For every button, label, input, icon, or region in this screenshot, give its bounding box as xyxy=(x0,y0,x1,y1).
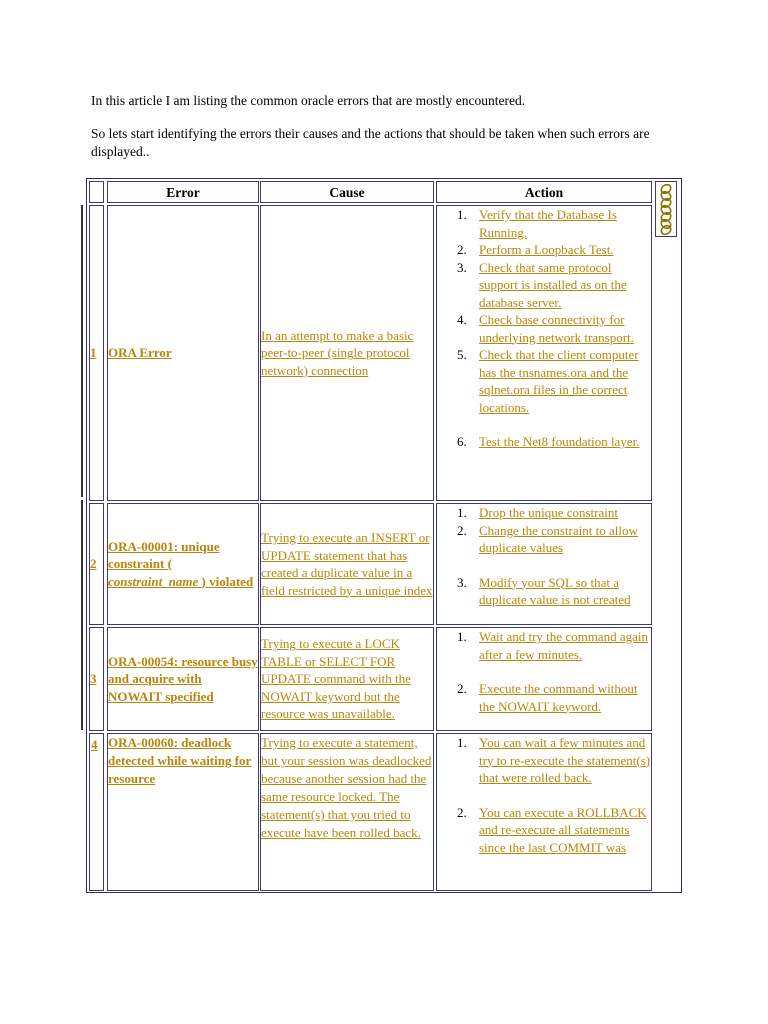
left-margin-bar xyxy=(81,205,83,497)
row-4-num-cell xyxy=(89,733,104,891)
header-action: Action xyxy=(436,181,652,203)
list-item: 2. Perform a Loopback Test. xyxy=(457,242,614,257)
list-item: 1. Verify that the Database Is Running. xyxy=(457,207,617,240)
list-item: 2. You can execute a ROLLBACK and re-execute all statements since the last COMMIT was xyxy=(457,804,647,855)
header-cause: Cause xyxy=(260,181,434,203)
list-item: 5. Check that the client computer has the tnsnames.ora and the sqlnet.ora files in the correct locations. xyxy=(457,347,639,415)
intro-line-1: In this article I am listing the common oracle errors that are mostly encountered. xyxy=(91,93,526,108)
row-4-action-cell xyxy=(436,733,652,891)
row-1-cause-link[interactable]: In an attempt to make a basic peer-to-peer (single protocol network) connection xyxy=(261,327,414,378)
row-1-error-link[interactable]: ORA Error xyxy=(108,345,172,361)
row-1-error-cell xyxy=(107,205,259,501)
action-link[interactable]: Change the constraint to allow duplicate values xyxy=(479,522,638,555)
right-column xyxy=(654,181,679,891)
row-1-cause-cell xyxy=(260,205,434,501)
row-3-action-list xyxy=(437,628,651,715)
row-3-cause-link[interactable]: Trying to execute a LOCK TABLE or SELECT FOR UPDATE command with the NOWAIT keyword but the resource was unavailable. xyxy=(261,636,411,722)
row-1-num-cell xyxy=(89,205,104,501)
row-2-num-cell xyxy=(89,503,104,625)
action-link[interactable]: Check that same protocol support is installed as on the database server. xyxy=(479,259,627,310)
row-4-num[interactable]: 4 xyxy=(91,737,98,752)
list-item: 4. Check base connectivity for underlying network transport. xyxy=(457,312,634,345)
action-link[interactable]: Check that the client computer has the tnsnames.ora and the sqlnet.ora files in the correct locations. xyxy=(479,347,639,415)
action-link[interactable]: Perform a Loopback Test. xyxy=(479,242,614,257)
chain-link-icon[interactable] xyxy=(655,181,677,237)
header-blank-cell xyxy=(89,181,104,203)
row-4-cause-cell xyxy=(260,733,434,891)
row-2-num[interactable]: 2 xyxy=(90,556,97,571)
action-link[interactable]: You can execute a ROLLBACK and re-execute all statements since the last COMMIT was xyxy=(479,804,647,855)
action-link[interactable]: Drop the unique constraint xyxy=(479,505,618,520)
action-link[interactable]: Modify your SQL so that a duplicate value is not created xyxy=(479,574,631,607)
row-1-num[interactable]: 1 xyxy=(90,345,97,360)
list-item: 6. Test the Net8 foundation layer. xyxy=(457,434,640,449)
list-item: 3. Modify your SQL so that a duplicate value is not created xyxy=(457,574,631,607)
action-link[interactable]: Test the Net8 foundation layer. xyxy=(479,434,640,449)
chain-link-icon-graphic xyxy=(656,182,676,236)
row-3-num-cell xyxy=(89,627,104,731)
row-4-error-link[interactable]: ORA-00060: deadlock detected while waiting for resource xyxy=(108,735,252,786)
action-link[interactable]: Check base connectivity for underlying network transport. xyxy=(479,312,634,345)
row-3-cause-cell xyxy=(260,627,434,731)
left-margin-bar xyxy=(81,500,83,730)
row-2-cause-link[interactable]: Trying to execute an INSERT or UPDATE statement that has created a duplicate value in a field restricted by a unique index xyxy=(261,530,433,598)
row-3-error-cell xyxy=(107,627,259,731)
row-3-num[interactable]: 3 xyxy=(90,671,97,686)
row-2-error-cell xyxy=(107,503,259,625)
row-1-action-cell xyxy=(436,205,652,501)
list-item: 2. Change the constraint to allow duplicate values xyxy=(457,522,638,555)
list-item: 1. Drop the unique constraint xyxy=(457,505,618,520)
row-2-action-cell xyxy=(436,503,652,625)
list-item: 2. Execute the command without the NOWAIT keyword. xyxy=(457,681,638,714)
row-2-action-list xyxy=(437,504,651,609)
intro-line-2: So lets start identifying the errors their causes and the actions that should be taken when such errors are displayed.. xyxy=(91,126,650,159)
action-link[interactable]: Verify that the Database Is Running. xyxy=(479,207,617,240)
row-1-action-list xyxy=(437,206,651,451)
row-3-error-link[interactable]: ORA-00054: resource busy and acquire with NOWAIT specified xyxy=(108,653,258,704)
errors-table xyxy=(86,178,682,893)
action-link[interactable]: Wait and try the command again after a few minutes. xyxy=(479,629,648,662)
row-2-error-link[interactable]: ORA-00001: unique constraint ( constraint_name ) violated xyxy=(108,538,254,589)
list-item: 3. Check that same protocol support is installed as on the database server. xyxy=(457,259,627,310)
row-4-action-list xyxy=(437,734,651,856)
row-4-cause-link[interactable]: Trying to execute a statement, but your session was deadlocked because another session had the same resource locked. The statement(s) that you tried to execute have been rolled back. xyxy=(261,735,432,840)
row-4-error-cell xyxy=(107,733,259,891)
list-item: 1. Wait and try the command again after a few minutes. xyxy=(457,629,648,662)
action-link[interactable]: You can wait a few minutes and try to re-execute the statement(s) that were rolled back. xyxy=(479,735,651,785)
list-item: 1. You can wait a few minutes and try to re-execute the statement(s) that were rolled back. xyxy=(457,735,651,785)
row-3-action-cell xyxy=(436,627,652,731)
header-error: Error xyxy=(107,181,259,203)
action-link[interactable]: Execute the command without the NOWAIT keyword. xyxy=(479,681,638,714)
row-2-cause-cell xyxy=(260,503,434,625)
